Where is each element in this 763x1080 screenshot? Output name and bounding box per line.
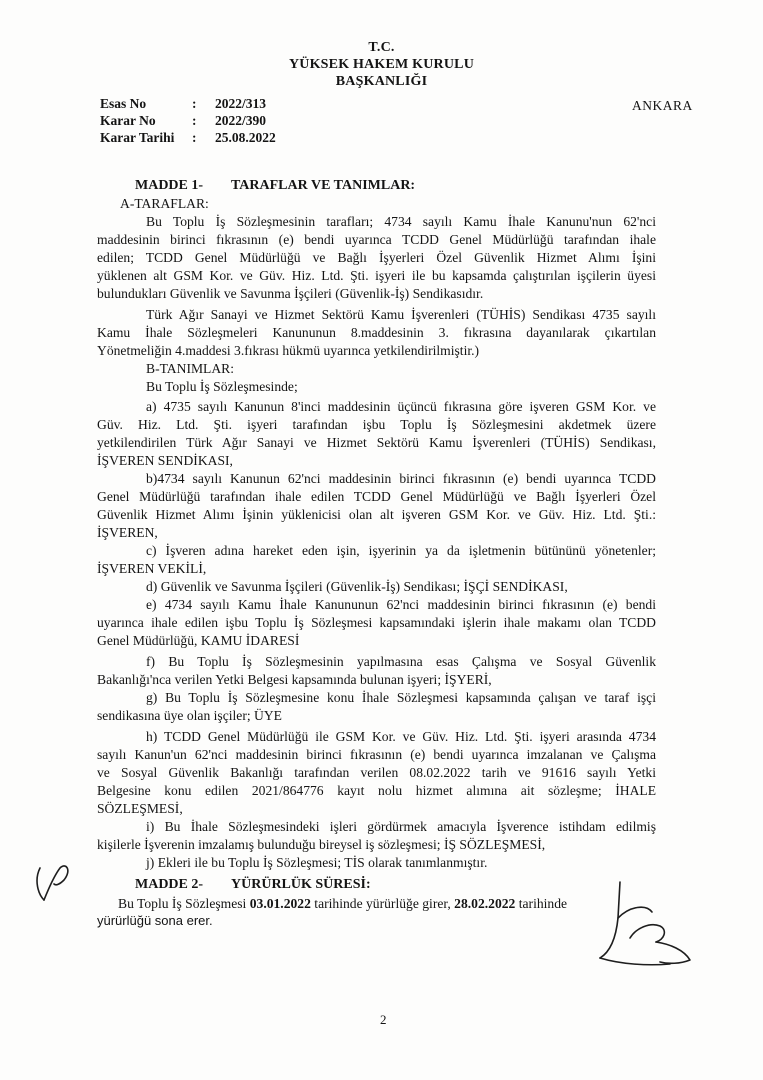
page-number: 2 xyxy=(380,1012,387,1027)
body-line: Türk Ağır Sanayi ve Hizmet Sektörü Kamu İşverenleri (TÜHİS) Sendikası 4735 sayılı xyxy=(146,307,656,322)
signature-icon xyxy=(560,878,710,968)
tarih-value: 25.08.2022 xyxy=(215,130,276,145)
definition-j: j) Ekleri ile bu Toplu İş Sözleşmesi; TİS olarak tanımlanmıştır. xyxy=(146,855,488,870)
karar-value: 2022/390 xyxy=(215,113,267,128)
end-date: 28.02.2022 xyxy=(454,896,516,911)
body-line: Güv. Hiz. Ltd. Şti. işyeri tarafından işbu Toplu İş Sözleşmesini akdetmek üzere xyxy=(97,417,656,432)
body-line: SÖZLEŞMESİ, xyxy=(97,801,183,816)
city-label: ANKARA xyxy=(632,98,693,113)
tarih-label: Karar Tarihi xyxy=(100,130,175,145)
karar-colon: : xyxy=(192,113,197,128)
body-line: İŞVEREN VEKİLİ, xyxy=(97,561,207,576)
header-institution: YÜKSEK HAKEM KURULU xyxy=(288,57,475,72)
madde2-number: MADDE 2- xyxy=(135,877,204,892)
body-line: ve Sosyal Güvenlik Bakanlığı tarafından verilen 08.02.2022 tarih ve 91616 sayılı Yetki xyxy=(97,765,656,780)
body-line: İŞVEREN, xyxy=(97,525,158,540)
tarih-colon: : xyxy=(192,130,197,145)
madde2-text-part1: Bu Toplu İş Sözleşmesi xyxy=(118,896,250,911)
body-line: Genel Müdürlüğü, KAMU İDARESİ xyxy=(97,633,300,648)
madde2-text-part2: tarihinde yürürlüğe girer, xyxy=(310,896,455,911)
header-tc: T.C. xyxy=(368,40,395,55)
madde1-number: MADDE 1- xyxy=(135,178,204,193)
definition-h: h) TCDD Genel Müdürlüğü ile GSM Kor. ve Güv. Hiz. Ltd. Şti. işyeri arasında 4734 xyxy=(146,729,656,744)
section-b-heading: B-TANIMLAR: xyxy=(146,361,235,376)
body-line: Güvenlik Hizmet Alımı İşinin yüklenicisi olan alt işveren GSM Kor. ve Güv. Hiz. Ltd. Şti.: xyxy=(97,507,656,522)
definition-c: c) İşveren adına hareket eden işin, işyerinin ya da işletmenin bütününü yönetenler; xyxy=(146,543,656,558)
madde2-title: YÜRÜRLÜK SÜRESİ: xyxy=(231,877,371,892)
body-line: Bu Toplu İş Sözleşmesinde; xyxy=(146,379,298,394)
esas-label: Esas No xyxy=(100,96,147,111)
definition-d: d) Güvenlik ve Savunma İşçileri (Güvenlik-İş) Sendikası; İŞÇİ SENDİKASI, xyxy=(146,579,568,594)
section-a-heading: A-TARAFLAR: xyxy=(120,196,209,211)
handwritten-initial-icon xyxy=(30,860,82,908)
body-line: Yönetmeliğin 4.maddesi 3.fıkrası hükmü uyarınca yetkilendirilmiştir.) xyxy=(97,343,480,358)
definition-i: i) Bu İhale Sözleşmesindeki işleri gördürmek amacıyla İşverence istihdam edilmiş xyxy=(146,819,656,834)
definition-g: g) Bu Toplu İş Sözleşmesine konu İhale Sözleşmesi kapsamında çalışan ve taraf işçi xyxy=(146,690,656,705)
body-line: kişilerle İşverenin imzalamış bulunduğu bireysel iş sözleşmesi; İŞ SÖZLEŞMESİ, xyxy=(97,837,546,852)
body-line: Belgesine konu edilen 2021/864776 kayıt nolu hizmet alımına ait sözleşme; İHALE xyxy=(97,783,656,798)
header-presidency: BAŞKANLIĞI xyxy=(335,74,428,89)
definition-f: f) Bu Toplu İş Sözleşmesinin yapılmasına esas Çalışma ve Sosyal Güvenlik xyxy=(146,654,656,669)
esas-colon: : xyxy=(192,96,197,111)
body-line: sendikasına üye olan işçiler; ÜYE xyxy=(97,708,282,723)
karar-label: Karar No xyxy=(100,113,156,128)
body-line: bulundukları Güvenlik ve Savunma İşçileri (Güvenlik-İş) Sendikasıdır. xyxy=(97,286,484,301)
definition-a: a) 4735 sayılı Kanunun 8'inci maddesinin üçüncü fıkrasına göre işveren GSM Kor. ve xyxy=(146,399,656,414)
body-line: uyarınca ihale edilen işbu Toplu İş Sözleşmesi kapsamındaki işlerin ihale makamı olan TCDD xyxy=(97,615,656,630)
madde2-line2: yürürlüğü sona erer. xyxy=(97,913,213,928)
body-line: Bakanlığı'nca verilen Yetki Belgesi kapsamında bulunan işyeri; İŞYERİ, xyxy=(97,672,492,687)
body-line: maddesinin birinci fıkrasının (e) bendi uyarınca TCDD Genel Müdürlüğü tarafından ihale xyxy=(97,232,656,247)
body-line: İŞVEREN SENDİKASI, xyxy=(97,453,233,468)
madde2-text-part3: tarihinde xyxy=(515,896,568,911)
madde1-title: TARAFLAR VE TANIMLAR: xyxy=(231,178,416,193)
body-line: Genel Müdürlüğü tarafından ihale edilen TCDD Genel Müdürlüğü ve Bağlı İşyerleri Özel xyxy=(97,489,656,504)
body-line: edilen; TCDD Genel Müdürlüğü ve Bağlı İşyerleri Özel Güvenlik Hizmet Alımı İşini xyxy=(97,250,656,265)
body-line: Bu Toplu İş Sözleşmesinin tarafları; 4734 sayılı Kamu İhale Kanunu'nun 62'nci xyxy=(146,214,656,229)
definition-b: b)4734 sayılı Kanunun 62'nci maddesinin birinci fıkrasının (e) bendi uyarınca TCDD xyxy=(146,471,656,486)
body-line: sayılı Kanun'un 62'nci maddesinin birinci fıkrasının (e) bendi uyarınca imzalanan ve Çalışma xyxy=(97,747,656,762)
start-date: 03.01.2022 xyxy=(249,896,311,911)
body-line: Kamu İhale Sözleşmeleri Kanununun 8.maddesinin 3. fıkrasına dayanılarak çıkartılan xyxy=(97,325,656,340)
body-line: yüklenen alt GSM Kor. ve Güv. Hiz. Ltd. Şti. işyeri ile bu kapsamda çalıştırılan işçilerin üyesi xyxy=(97,268,656,283)
definition-e: e) 4734 sayılı Kamu İhale Kanununun 62'nci maddesinin birinci fıkrasının (e) bendi xyxy=(146,597,656,612)
body-line: yetkilendirilen Türk Ağır Sanayi ve Hizmet Sektörü Kamu İşverenleri (TÜHİS) Sendikası, xyxy=(97,435,656,450)
madde2-text xyxy=(118,895,567,912)
esas-value: 2022/313 xyxy=(215,96,267,111)
